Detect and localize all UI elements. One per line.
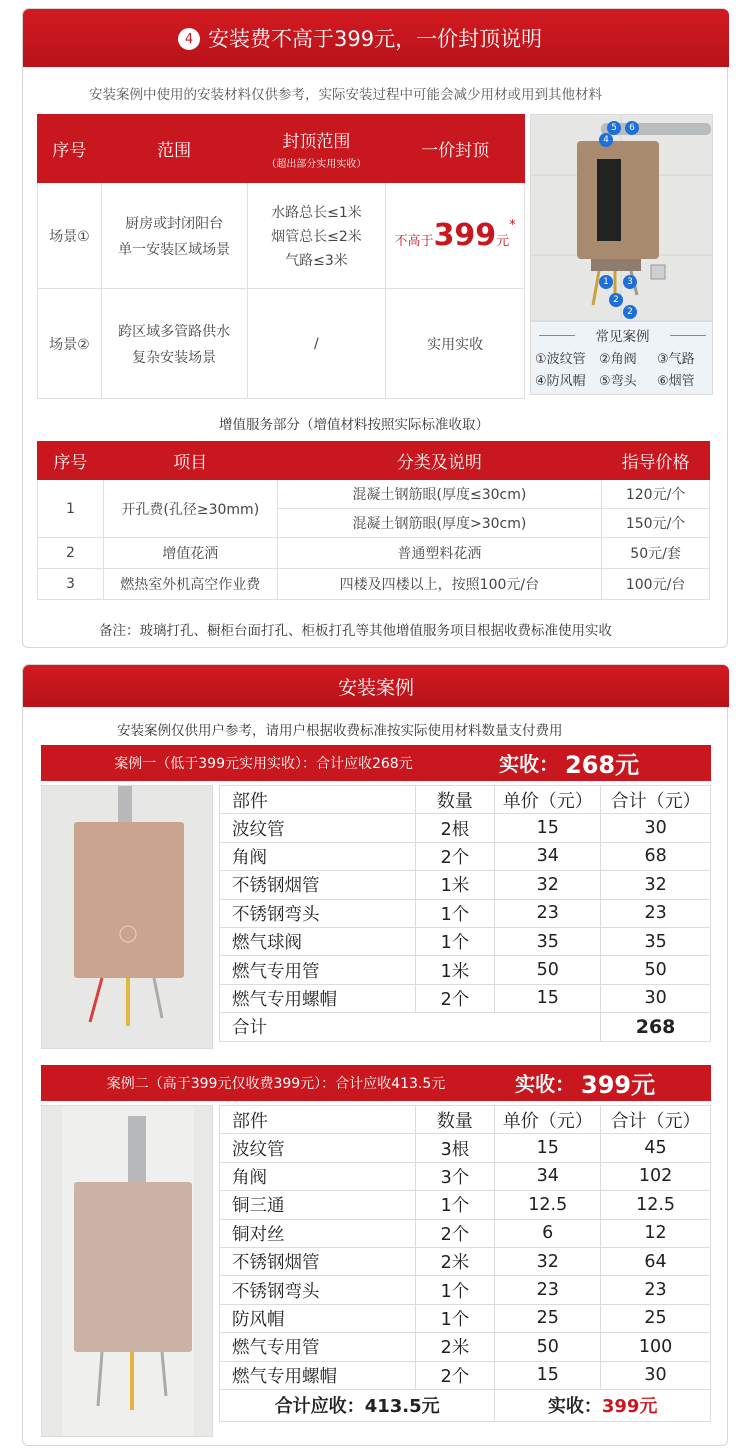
marker-2b: 2 (623, 305, 637, 319)
step-badge: 4 (178, 28, 200, 50)
marker-5: 5 (607, 121, 621, 135)
marker-6: 6 (625, 121, 639, 135)
col-price: 一价封顶 (386, 115, 525, 183)
case1-table: 部件 数量 单价（元） 合计（元） 波纹管 2根 15 30 角阀 2个 34 68 不锈钢烟管 1米 32 32 不锈钢弯头 1个 23 23 燃气球阀 1个 35 35 燃气专用管 1米 50 50 燃气专用螺帽 2个 15 30 合计 268 (219, 785, 711, 1042)
cap-table (37, 114, 525, 399)
table-row: 波纹管 3根 15 45 (220, 1134, 711, 1162)
marker-4: 4 (599, 133, 613, 147)
section-header: 安装案例 (23, 665, 729, 707)
case2-table: 部件 数量 单价（元） 合计（元） 波纹管 3根 15 45 角阀 3个 34 102 铜三通 1个 12.5 12.5 铜对丝 2个 6 12 不锈钢烟管 2米 32 64 不锈钢弯头 1个 23 23 防风帽 1个 25 25 燃气专用管 2米 50 100 燃气专用螺帽 2个 15 30 合计应收：413.5元 实收：399元 (219, 1105, 711, 1422)
heater-photo (530, 114, 713, 321)
col-scope: 范围 (101, 115, 247, 183)
table-row: 燃气专用螺帽 2个 15 30 (220, 984, 711, 1012)
case1-paid-label: 实收： (499, 752, 559, 776)
remark: 备注：玻璃打孔、橱柜台面打孔、柜板打孔等其他增值服务项目根据收费标准使用实收 (99, 623, 612, 639)
case2-paid-value: 399元 (581, 1071, 656, 1099)
value-added-table (37, 441, 710, 600)
heater-illustration (531, 115, 713, 321)
legend-item: ④防风帽 (535, 374, 586, 389)
table-row: 1 开孔费(孔径≥30mm) 混凝土钢筋眼(厚度≤30cm) 120元/个 (38, 480, 710, 509)
table-row: 铜对丝 2个 6 12 (220, 1219, 711, 1247)
table-row (38, 183, 525, 289)
total-row: 合计 268 (220, 1013, 711, 1041)
total-row: 合计应收：413.5元 实收：399元 (220, 1389, 711, 1421)
case2-photo (41, 1105, 213, 1437)
row-scope: 跨区域多管路供水 复杂安装场景 (101, 289, 247, 399)
table-row: 波纹管 2根 15 30 (220, 814, 711, 842)
col-desc: 分类及说明 (277, 442, 601, 480)
row-cap: / (247, 289, 386, 399)
case1-bar (41, 745, 711, 781)
install-fee-section (22, 8, 728, 648)
table-row: 防风帽 1个 25 25 (220, 1304, 711, 1332)
table-row: 燃气专用管 1米 50 50 (220, 956, 711, 984)
case1-label: 案例一（低于399元实用实收）：合计应收268元 (114, 756, 413, 772)
marker-1: 1 (599, 275, 613, 289)
case2-paid-label: 实收： (515, 1072, 575, 1096)
value-added-title: 增值服务部分（增值材料按照实际标准收取） (219, 417, 489, 433)
section-header (23, 9, 729, 67)
table-row: 铜三通 1个 12.5 12.5 (220, 1191, 711, 1219)
legend-item: ②角阀 (599, 352, 637, 367)
material-note: 安装案例中使用的安装材料仅供参考，实际安装过程中可能会减少用材或用到其他材料 (89, 87, 602, 103)
table-row: 角阀 3个 34 102 (220, 1162, 711, 1190)
table-row: 不锈钢烟管 2米 32 64 (220, 1247, 711, 1275)
marker-2a: 2 (609, 293, 623, 307)
legend-item: ①波纹管 (535, 352, 586, 367)
row-price: 不高于399元* (386, 183, 525, 289)
col-cap: 封顶范围 （超出部分实用实收） (247, 115, 386, 183)
table-row: 不锈钢弯头 1个 23 23 (220, 899, 711, 927)
table-row: 角阀 2个 34 68 (220, 842, 711, 870)
row-cap: 水路总长≤1米 烟管总长≤2米 气路≤3米 (247, 183, 386, 289)
install-cases-section (22, 664, 728, 1446)
case2-bar (41, 1065, 711, 1101)
table-row: 燃气球阀 1个 35 35 (220, 927, 711, 955)
table-row: 2 增值花洒 普通塑料花洒 50元/套 (38, 538, 710, 569)
case1-photo (41, 785, 213, 1049)
table-row: 3 燃热室外机高空作业费 四楼及四楼以上，按照100元/台 100元/台 (38, 569, 710, 600)
col-item: 项目 (103, 442, 277, 480)
table-row (38, 289, 525, 399)
row-price: 实用实收 (386, 289, 525, 399)
table-row: 燃气专用螺帽 2个 15 30 (220, 1361, 711, 1389)
col-price: 指导价格 (602, 442, 710, 480)
cases-note: 安装案例仅供用户参考，请用户根据收费标准按实际使用材料数量支付费用 (117, 723, 563, 739)
row-scope: 厨房或封闭阳台 单一安装区域场景 (101, 183, 247, 289)
legend-item: ③气路 (657, 352, 695, 367)
marker-3: 3 (623, 275, 637, 289)
row-no: 场景① (38, 183, 102, 289)
table-row: 燃气专用管 2米 50 100 (220, 1333, 711, 1361)
col-no: 序号 (38, 442, 104, 480)
table-row: 混凝土钢筋眼(厚度>30cm) 150元/个 (38, 509, 710, 538)
case1-paid-value: 268元 (565, 751, 640, 779)
legend-item: ⑤弯头 (599, 374, 637, 389)
table-row: 不锈钢弯头 1个 23 23 (220, 1276, 711, 1304)
section-title: 安装费不高于399元，一价封顶说明 (208, 27, 543, 51)
legend-caption: 常见案例 (595, 329, 650, 345)
case2-label: 案例二（高于399元仅收费399元）：合计应收413.5元 (106, 1076, 446, 1092)
common-cases-legend (530, 321, 713, 395)
table-row: 不锈钢烟管 1米 32 32 (220, 871, 711, 899)
legend-item: ⑥烟管 (657, 374, 695, 389)
col-no: 序号 (38, 115, 102, 183)
row-no: 场景② (38, 289, 102, 399)
